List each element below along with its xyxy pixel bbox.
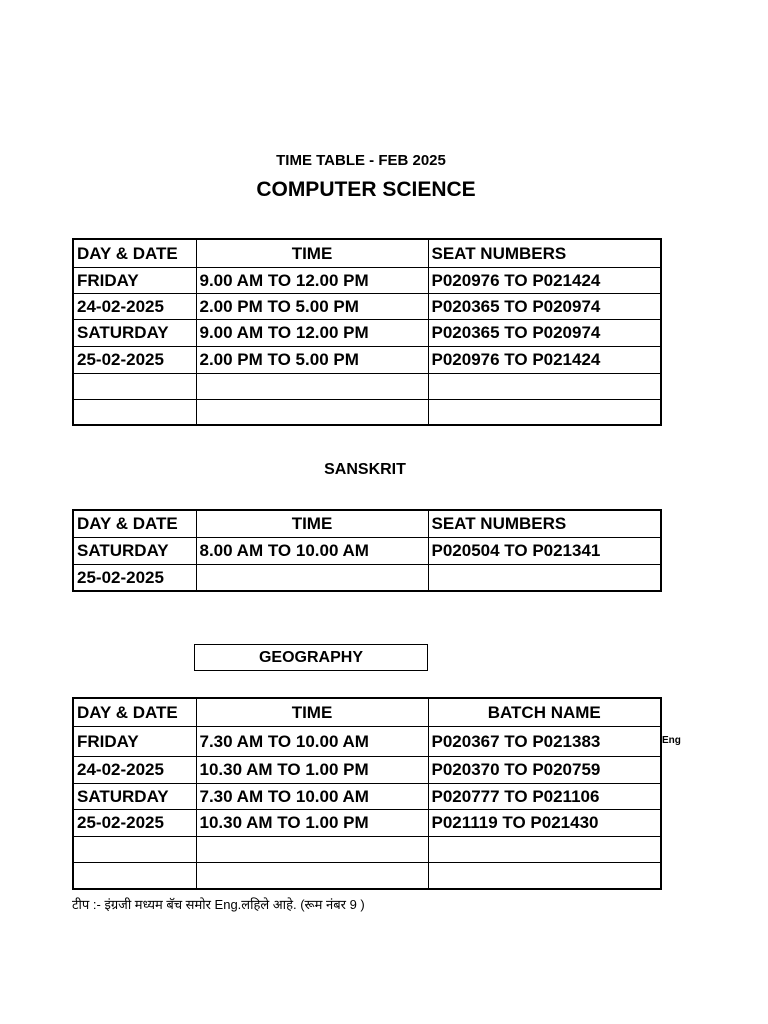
table-cell: SATURDAY bbox=[73, 537, 196, 564]
table-cell bbox=[196, 373, 428, 399]
table-cell: P020370 TO P020759 bbox=[428, 756, 661, 783]
table-row bbox=[73, 346, 661, 373]
table-cell: P020976 TO P021424 bbox=[428, 267, 661, 293]
footer-note: टीप :- इंग्रजी मध्यम बॅच समोर Eng.लहिले आहे. (रूम नंबर 9 ) bbox=[72, 897, 365, 912]
table-cell bbox=[73, 373, 196, 399]
column-header: DAY & DATE bbox=[73, 698, 196, 726]
table-row bbox=[73, 399, 661, 425]
table-cell bbox=[196, 399, 428, 425]
table-cell: 2.00 PM TO 5.00 PM bbox=[196, 293, 428, 319]
column-header: BATCH NAME bbox=[428, 698, 661, 726]
table-cell: P020365 TO P020974 bbox=[428, 293, 661, 319]
table-row bbox=[73, 293, 661, 319]
sanskrit-title: SANSKRIT bbox=[324, 461, 406, 478]
column-header: TIME bbox=[196, 239, 428, 267]
sanskrit-table bbox=[72, 509, 662, 592]
table-cell: 25-02-2025 bbox=[73, 346, 196, 373]
table-row bbox=[73, 267, 661, 293]
table-cell: 9.00 AM TO 12.00 PM bbox=[196, 319, 428, 346]
table-cell bbox=[428, 836, 661, 862]
table-row bbox=[73, 726, 661, 756]
column-header: SEAT NUMBERS bbox=[428, 510, 661, 537]
table-cell: FRIDAY bbox=[73, 726, 196, 756]
table-cell bbox=[196, 836, 428, 862]
table-cell: FRIDAY bbox=[73, 267, 196, 293]
geography-table bbox=[72, 697, 662, 890]
table-row bbox=[73, 783, 661, 809]
table-header-row bbox=[73, 510, 661, 537]
table-cell: P020367 TO P021383 bbox=[428, 726, 661, 756]
table-cell: 10.30 AM TO 1.00 PM bbox=[196, 756, 428, 783]
table-cell: P021119 TO P021430 bbox=[428, 809, 661, 836]
table-cell bbox=[196, 564, 428, 591]
table-row bbox=[73, 564, 661, 591]
column-header: DAY & DATE bbox=[73, 510, 196, 537]
table-cell: SATURDAY bbox=[73, 319, 196, 346]
table-row bbox=[73, 809, 661, 836]
table-cell: 7.30 AM TO 10.00 AM bbox=[196, 783, 428, 809]
table-cell: SATURDAY bbox=[73, 783, 196, 809]
table-row bbox=[73, 756, 661, 783]
page-title: COMPUTER SCIENCE bbox=[256, 178, 476, 201]
table-cell: 8.00 AM TO 10.00 AM bbox=[196, 537, 428, 564]
table-header-row bbox=[73, 698, 661, 726]
table-cell: 9.00 AM TO 12.00 PM bbox=[196, 267, 428, 293]
table-header-row bbox=[73, 239, 661, 267]
table-cell bbox=[73, 836, 196, 862]
table-cell: P020777 TO P021106 bbox=[428, 783, 661, 809]
table-row bbox=[73, 537, 661, 564]
table-cell bbox=[73, 399, 196, 425]
computer-science-table bbox=[72, 238, 662, 426]
table-cell bbox=[73, 862, 196, 889]
column-header: TIME bbox=[196, 510, 428, 537]
table-cell bbox=[196, 862, 428, 889]
column-header: SEAT NUMBERS bbox=[428, 239, 661, 267]
english-medium-note: Eng bbox=[662, 735, 681, 746]
table-cell: 2.00 PM TO 5.00 PM bbox=[196, 346, 428, 373]
geography-title: GEOGRAPHY bbox=[194, 644, 428, 671]
table-cell: 25-02-2025 bbox=[73, 564, 196, 591]
table-cell: 10.30 AM TO 1.00 PM bbox=[196, 809, 428, 836]
table-cell: 7.30 AM TO 10.00 AM bbox=[196, 726, 428, 756]
table-cell bbox=[428, 862, 661, 889]
table-row bbox=[73, 319, 661, 346]
table-cell bbox=[428, 399, 661, 425]
table-row bbox=[73, 862, 661, 889]
table-cell: P020365 TO P020974 bbox=[428, 319, 661, 346]
table-cell: P020504 TO P021341 bbox=[428, 537, 661, 564]
page-subtitle: TIME TABLE - FEB 2025 bbox=[276, 152, 446, 169]
table-cell: 24-02-2025 bbox=[73, 756, 196, 783]
table-row bbox=[73, 836, 661, 862]
table-cell bbox=[428, 373, 661, 399]
table-cell: 24-02-2025 bbox=[73, 293, 196, 319]
table-row bbox=[73, 373, 661, 399]
table-cell: P020976 TO P021424 bbox=[428, 346, 661, 373]
column-header: TIME bbox=[196, 698, 428, 726]
column-header: DAY & DATE bbox=[73, 239, 196, 267]
table-cell bbox=[428, 564, 661, 591]
table-cell: 25-02-2025 bbox=[73, 809, 196, 836]
